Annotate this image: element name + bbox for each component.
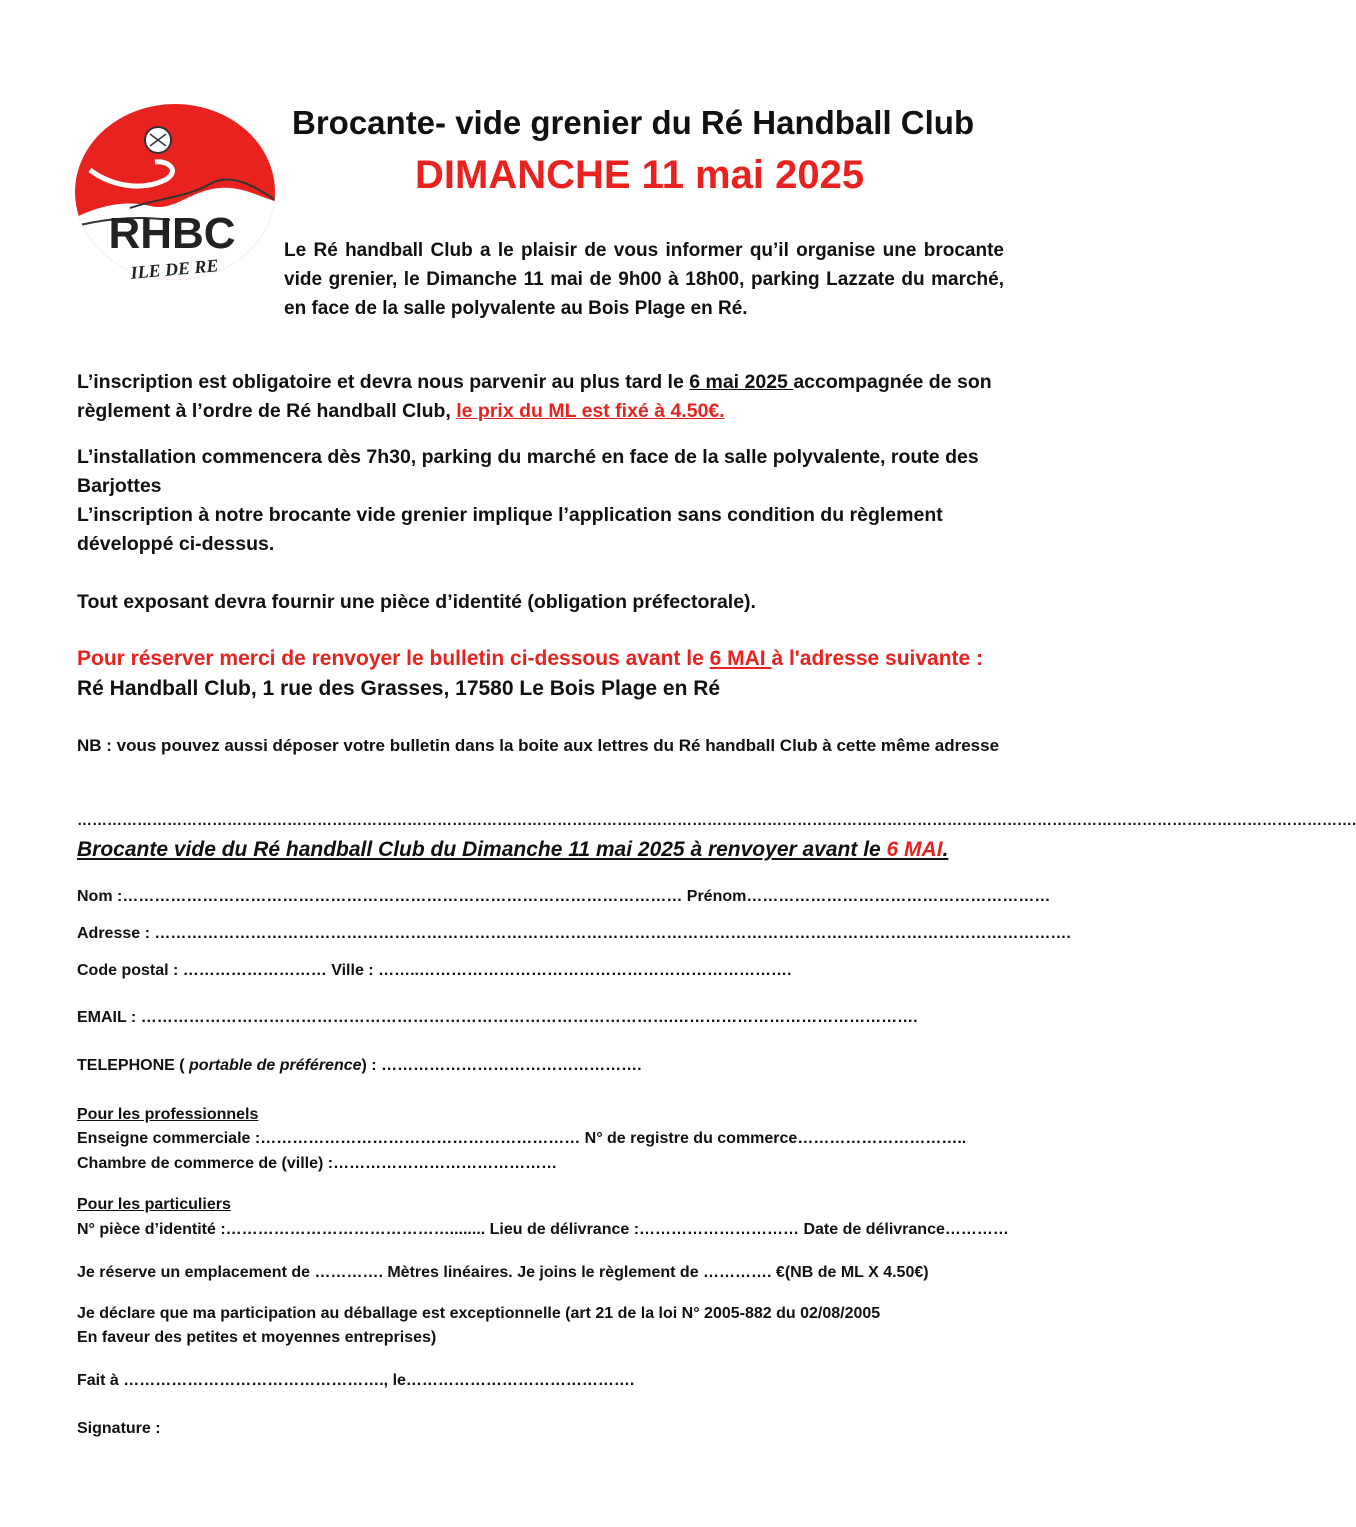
fait-field: Fait à …………………………………………., le……………………………………. [77, 1372, 635, 1389]
cut-line-separator: …………………………………………………………………………………………………………………………………………………………………………………………………………………………………. [77, 812, 1356, 829]
inscription-deadline: 6 mai 2025 [689, 371, 794, 393]
declaration-line-1: Je déclare que ma participation au déballage est exceptionnelle (art 21 de la loi N° 2005-882 du 02/08/2005 [77, 1305, 881, 1322]
exposant-paragraph: Tout exposant devra fournir une pièce d’identité (obligation préfectorale). [77, 591, 756, 613]
telephone-label: TELEPHONE ( [77, 1057, 190, 1074]
prenom-field: Prénom………………………………………………… [686, 888, 1051, 905]
enseigne-field: Enseigne commerciale :…………………………………………………… N° de registre du commerce………………………….. [77, 1130, 967, 1147]
declaration-line-2: En faveur des petites et moyennes entreprises) [77, 1329, 437, 1346]
inscription-paragraph [77, 368, 1012, 426]
part-heading: Pour les particuliers [77, 1196, 231, 1213]
form-title-end: . [942, 838, 949, 861]
chambre-field: Chambre de commerce de (ville) :…………………………………… [77, 1155, 558, 1172]
telephone-field: ) : …………………………………………. [361, 1057, 642, 1074]
installation-line: L’installation commencera dès 7h30, parking du marché en face de la salle polyvalente, route des Barjottes [77, 446, 979, 497]
reservation-paragraph [77, 644, 1012, 704]
logo-subtitle: ILE DE RE [129, 255, 220, 283]
inscription-text-2: accompagnée de son règlement à l’ordre de Ré handball Club, [77, 371, 992, 422]
price-notice: le prix du ML est fixé à 4.50€. [456, 400, 725, 422]
telephone-hint: portable de préférence [189, 1057, 362, 1074]
name-row [77, 888, 1050, 906]
installation-paragraph [77, 443, 1012, 559]
form-title-deadline: 6 MAI [886, 838, 943, 861]
form-title-text: Brocante vide du Ré handball Club du Dimanche 11 mai 2025 à renvoyer avant le [77, 838, 887, 861]
form-title [77, 838, 948, 862]
nom-field: Nom :…………………………………………………………………………………………… [77, 888, 687, 905]
adresse-field: Adresse : ………………………………………………………………………………………………………………………………………………………. [77, 925, 1071, 942]
piece-identite-field: N° pièce d’identité :……………………………………........ Lieu de délivrance :………………………… Date de délivrance………… [77, 1221, 1009, 1238]
club-logo [70, 100, 280, 290]
emplacement-field: Je réserve un emplacement de …………. Mètres linéaires. Je joins le règlement de …………. €(NB de ML X 4.50€) [77, 1264, 929, 1281]
reservation-text-2: à l'adresse suivante : [771, 647, 984, 670]
rules-line: L’inscription à notre brocante vide grenier implique l’application sans condition du règlement développé ci-dessus. [77, 504, 943, 555]
logo-text: RHBC [108, 209, 236, 258]
signature-field: Signature : [77, 1420, 161, 1437]
intro-paragraph: Le Ré handball Club a le plaisir de vous informer qu’il organise une brocante vide grenier, le Dimanche 11 mai de 9h00 à 18h00, parking Lazzate du marché, en face de la salle polyvalente au Bois Plage en Ré. [284, 240, 1004, 319]
email-field: EMAIL : ……………………………………………………………………………………….………………………………………. [77, 1009, 918, 1026]
nb-paragraph: NB : vous pouvez aussi déposer votre bulletin dans la boite aux lettres du Ré handball Club à cette même adresse [77, 736, 1000, 755]
pro-heading: Pour les professionnels [77, 1106, 259, 1123]
reservation-text-1: Pour réserver merci de renvoyer le bulletin ci-dessous avant le [77, 647, 710, 670]
rhbc-logo-icon [70, 100, 280, 290]
inscription-text-1: L’inscription est obligatoire et devra nous parvenir au plus tard le [77, 371, 690, 393]
event-date: DIMANCHE 11 mai 2025 [415, 153, 865, 197]
club-address: Ré Handball Club, 1 rue des Grasses, 17580 Le Bois Plage en Ré [77, 677, 721, 700]
telephone-row [77, 1057, 642, 1075]
code-postal-field: Code postal : ……………………… Ville : ……..……………………………………………………………. [77, 962, 792, 979]
page-title: Brocante- vide grenier du Ré Handball Club [292, 104, 975, 141]
reservation-deadline: 6 MAI [709, 647, 772, 670]
